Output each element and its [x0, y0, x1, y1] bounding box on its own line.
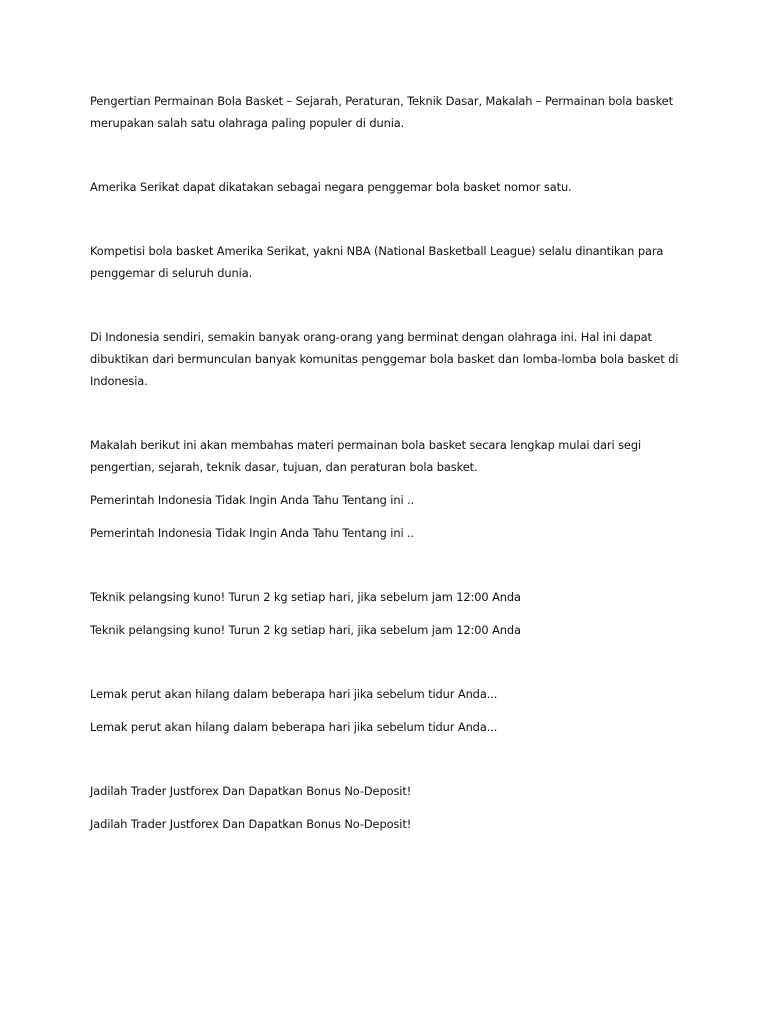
paragraph-indonesia: Di Indonesia sendiri, semakin banyak orang-orang yang berminat dengan olahraga ini. Hal ini dapat dibuktikan dari bermunculan banyak komunitas penggemar bola basket dan lomba-lomba bola basket di Indonesia.	[90, 330, 679, 388]
promo-link[interactable]: Lemak perut akan hilang dalam beberapa hari jika sebelum tidur Anda...	[90, 687, 498, 701]
document-page	[90, 90, 700, 835]
paragraph-makalah: Makalah berikut ini akan membahas materi permainan bola basket secara lengkap mulai dari segi pengertian, sejarah, teknik dasar, tujuan, dan peraturan bola basket.	[90, 438, 642, 474]
promo-link[interactable]: Jadilah Trader Justforex Dan Dapatkan Bonus No-Deposit!	[90, 817, 412, 831]
paragraph-intro: Pengertian Permainan Bola Basket – Sejarah, Peraturan, Teknik Dasar, Makalah – Permainan bola basket merupakan salah satu olahraga paling populer di dunia.	[90, 94, 673, 130]
promo-link[interactable]: Teknik pelangsing kuno! Turun 2 kg setiap hari, jika sebelum jam 12:00 Anda	[90, 590, 521, 604]
promo-link[interactable]: Pemerintah Indonesia Tidak Ingin Anda Tahu Tentang ini ..	[90, 526, 415, 540]
promo-link[interactable]: Jadilah Trader Justforex Dan Dapatkan Bonus No-Deposit!	[90, 784, 412, 798]
paragraph-nba: Kompetisi bola basket Amerika Serikat, yakni NBA (National Basketball League) selalu dinantikan para penggemar di seluruh dunia.	[90, 244, 664, 280]
promo-link[interactable]: Pemerintah Indonesia Tidak Ingin Anda Tahu Tentang ini ..	[90, 493, 415, 507]
promo-link[interactable]: Teknik pelangsing kuno! Turun 2 kg setiap hari, jika sebelum jam 12:00 Anda	[90, 623, 521, 637]
paragraph-usa: Amerika Serikat dapat dikatakan sebagai negara penggemar bola basket nomor satu.	[90, 180, 572, 194]
promo-link[interactable]: Lemak perut akan hilang dalam beberapa hari jika sebelum tidur Anda...	[90, 720, 498, 734]
